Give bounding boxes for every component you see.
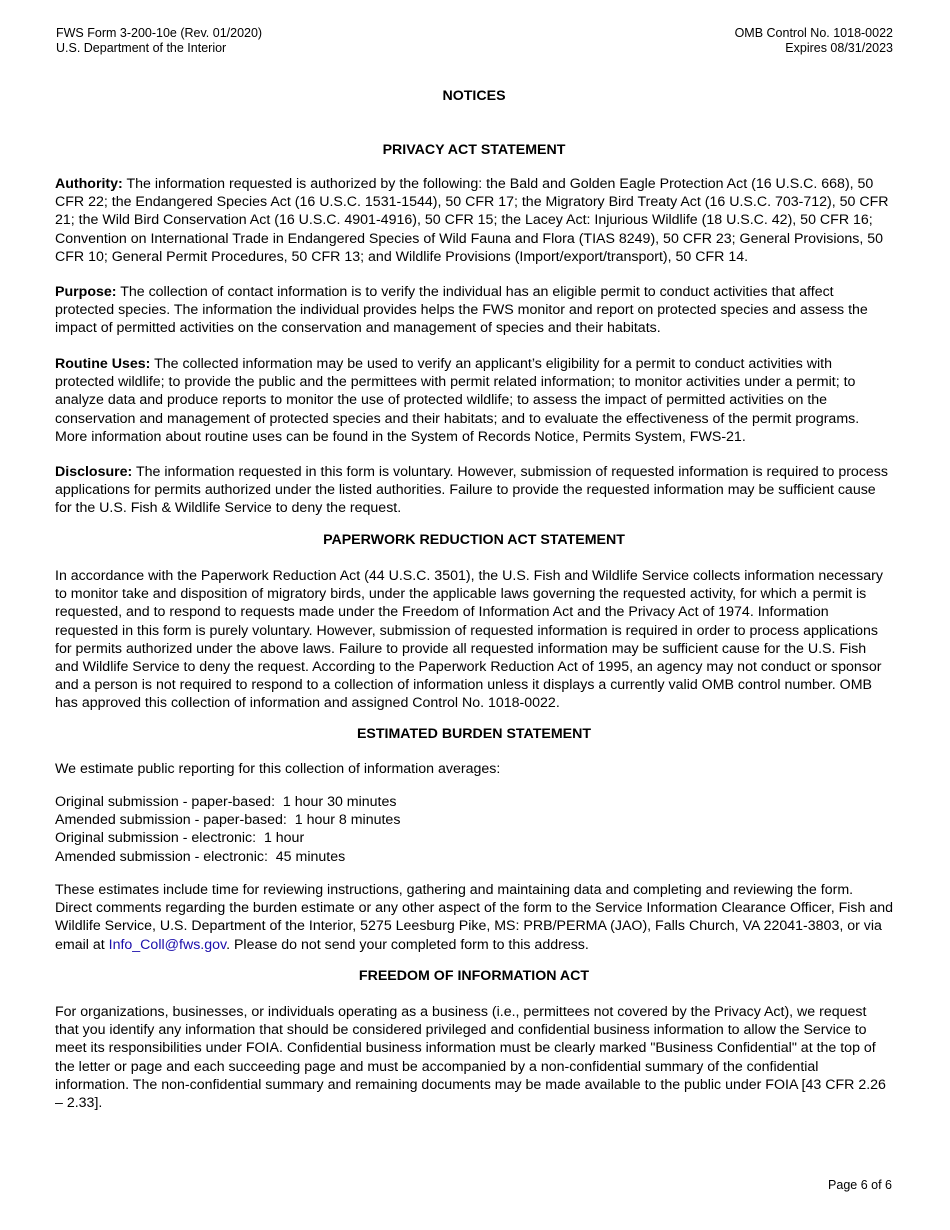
paperwork-reduction-paragraph: In accordance with the Paperwork Reduction Act (44 U.S.C. 3501), the U.S. Fish and Wildlife Service collects information necessary to monitor take and disposition of migratory birds, under the applicable laws governing the requested activity, for which a permit is requested, and to respond to requests made under the Freedom of Information Act and the Privacy Act of 1974. Information requested in this form is purely voluntary. However, submission of requested information is required in order to process applications for permits authorized under the above laws. Failure to provide all requested information may be sufficient cause for the U.S. Fish and Wildlife Service to deny the request. According to the Paperwork Reduction Act of 1995, an agency may not conduct or sponsor and a person is not required to respond to a collection of information unless it displays a currently valid OMB control number. OMB has approved this collection of information and assigned Control No. 1018-0022.: [55, 568, 883, 712]
routine-uses-label: Routine Uses:: [55, 356, 151, 372]
burden-item: Amended submission - paper-based: 1 hour 8 minutes: [55, 812, 401, 829]
department-name: U.S. Department of the Interior: [56, 41, 227, 55]
purpose-text: The collection of contact information is to verify the individual has an eligible permit to conduct activities that affect protected species. The information the individual provides helps the FWS monitor and report on protected species and assess the impact of permitted activities on the conservation and management of species and their habitats.: [55, 284, 868, 337]
form-header-right: [735, 26, 893, 56]
burden-estimates-list: [55, 793, 893, 866]
burden-item: Original submission - paper-based: 1 hour 30 minutes: [55, 794, 397, 810]
paperwork-reduction-title: PAPERWORK REDUCTION ACT STATEMENT: [323, 532, 625, 548]
disclosure-label: Disclosure:: [55, 464, 133, 480]
disclosure-text: The information requested in this form is voluntary. However, submission of requested information is required to process applications for permits authorized under the listed authorities. Failure to provide the requested information may be sufficient cause for the U.S. Fish & Wildlife Service to deny the request.: [55, 464, 888, 517]
omb-control-number: OMB Control No. 1018-0022: [734, 26, 893, 40]
privacy-act-title: PRIVACY ACT STATEMENT: [382, 142, 566, 158]
purpose-label: Purpose:: [55, 284, 117, 300]
expiration-date: Expires 08/31/2023: [785, 41, 893, 55]
purpose-paragraph: [55, 283, 893, 338]
burden-comments-paragraph: [55, 881, 893, 954]
page-number: Page 6 of 6: [828, 1178, 892, 1192]
foia-title: FREEDOM OF INFORMATION ACT: [358, 968, 590, 984]
burden-comments-text: These estimates include time for reviewing instructions, gathering and maintaining data and completing and reviewing the form. Direct comments regarding the burden estimate or any other aspect of the form to the Service Information Clearance Officer, Fish and Wildlife Service, U.S. Department of the Interior, 5275 Leesburg Pike, MS: PRB/PERMA (JAO), Falls Church, VA 22041-3803, or via email at: [55, 882, 893, 953]
routine-uses-text: The collected information may be used to verify an applicant’s eligibility for a permit to conduct activities with protected wildlife; to provide the public and the permittees with permit related information; to monitor activities under a permit; to analyze data and produce reports to monitor the use of protected wildlife; to assess the impact of permitted activities on the conservation and management of protected species and their habitats; and to evaluate the effectiveness of the permit programs. More information about routine uses can be found in the System of Records Notice, Permits System, FWS-21.: [55, 356, 860, 445]
form-header-left: [56, 26, 262, 56]
authority-paragraph: [55, 175, 893, 266]
burden-statement-title: ESTIMATED BURDEN STATEMENT: [356, 726, 592, 742]
burden-comments-tail: . Please do not send your completed form to this address.: [226, 936, 589, 953]
burden-item: Original submission - electronic: 1 hour: [55, 830, 305, 847]
authority-label: Authority:: [55, 176, 123, 192]
burden-item: Amended submission - electronic: 45 minutes: [55, 848, 346, 865]
form-id: FWS Form 3-200-10e (Rev. 01/2020): [56, 26, 263, 40]
info-coll-email-link[interactable]: Info_Coll@fws.gov: [108, 936, 227, 953]
authority-text: The information requested is authorized by the following: the Bald and Golden Eagle Protection Act (16 U.S.C. 668), 50 CFR 22; the Endangered Species Act (16 U.S.C. 1531-1544), 50 CFR 17; the Migratory Bird Treaty Act (16 U.S.C. 703-712), 50 CFR 21; the Wild Bird Conservation Act (16 U.S.C. 4901-4916), 50 CFR 15; the Lacey Act: Injurious Wildlife (18 U.S.C. 42), 50 CFR 16; Convention on International Trade in Endangered Species of Wild Fauna and Flora (TIAS 8249), 50 CFR 23; General Provisions, 50 CFR 10; General Permit Procedures, 50 CFR 13; and Wildlife Provisions (Import/export/transport), 50 CFR 14.: [55, 176, 889, 265]
burden-intro: We estimate public reporting for this collection of information averages:: [55, 761, 501, 777]
routine-uses-paragraph: [55, 355, 893, 446]
notices-title: NOTICES: [442, 88, 506, 104]
foia-paragraph: For organizations, businesses, or individuals operating as a business (i.e., permittees not covered by the Privacy Act), we request that you identify any information that should be considered privileged and confidential business information to allow the Service to meet its responsibilities under FOIA. Confidential business information must be clearly marked "Business Confidential" at the top of the letter or page and each succeeding page and must be accompanied by a non-confidential summary of the confidential information. The non-confidential summary and remaining documents may be made available to the public under FOIA [43 CFR 2.26 – 2.33].: [55, 1004, 886, 1112]
disclosure-paragraph: [55, 463, 893, 518]
